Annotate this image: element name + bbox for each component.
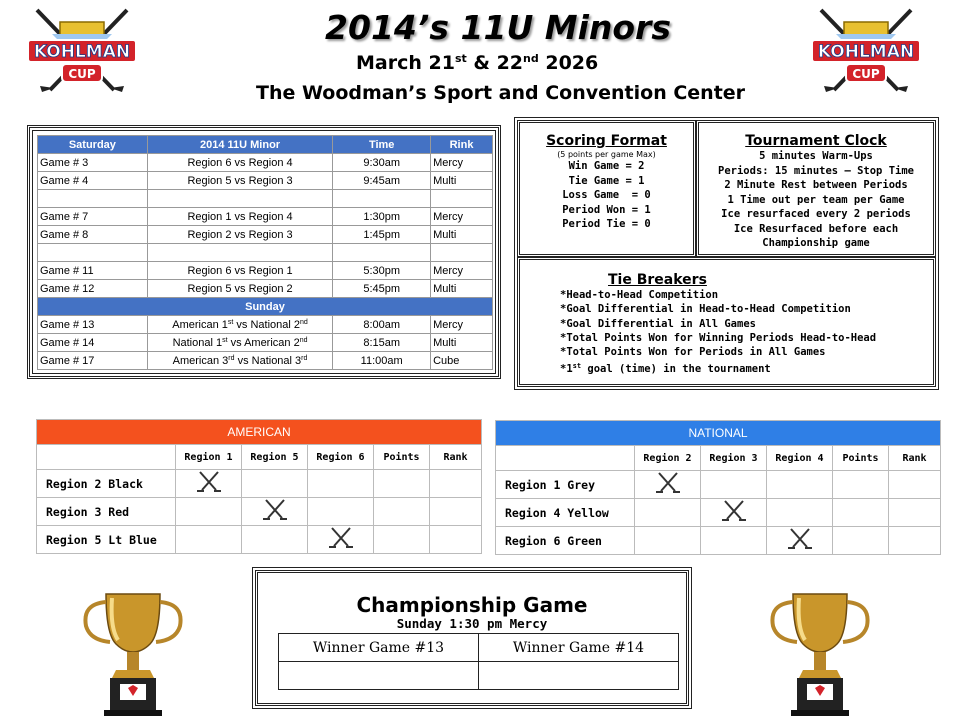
points-cell	[374, 526, 430, 554]
tie-breaker-line: *1st goal (time) in the tournament	[560, 362, 771, 376]
svg-text:KOHLMAN: KOHLMAN	[817, 42, 915, 62]
column-header: Rank	[430, 445, 482, 470]
matchup: Region 6 vs Region 1	[147, 262, 333, 280]
table-row	[38, 190, 493, 208]
scoring-subtitle: (5 points per game Max)	[557, 150, 656, 159]
matchup: American 3rd vs National 3rd	[147, 352, 333, 370]
column-header: Region 4	[767, 446, 833, 471]
column-header: Rink	[431, 136, 493, 154]
team-name: Region 5 Lt Blue	[37, 526, 176, 554]
game-time: 9:45am	[333, 172, 431, 190]
table-row	[37, 470, 482, 498]
column-header: Region 3	[701, 446, 767, 471]
crossed-sticks-icon	[176, 470, 242, 498]
scoring-format-box	[517, 120, 696, 257]
tie-breaker-line: *Total Points Won for Winning Periods Head-to-Head	[560, 331, 877, 344]
points-cell	[833, 499, 889, 527]
game-time: 11:00am	[333, 352, 431, 370]
team-name: Region 4 Yellow	[496, 499, 635, 527]
rank-cell	[430, 470, 482, 498]
points-cell	[374, 470, 430, 498]
team-name: Region 3 Red	[37, 498, 176, 526]
matchup: Region 1 vs Region 4	[147, 208, 333, 226]
rink	[431, 244, 493, 262]
game-number: Game # 11	[38, 262, 148, 280]
blank-cell	[496, 446, 635, 471]
result-cell	[242, 526, 308, 554]
national-pool-title: NATIONAL	[496, 421, 941, 446]
scoring-line: Tie Game = 1	[568, 174, 645, 187]
rank-cell	[889, 471, 941, 499]
table-row	[38, 244, 493, 262]
tie-breakers-box	[517, 257, 936, 387]
table-row	[38, 334, 493, 352]
rank-cell	[430, 498, 482, 526]
table-row	[38, 262, 493, 280]
winner-game-13: Winner Game #13	[279, 634, 479, 662]
svg-text:KOHLMAN: KOHLMAN	[33, 42, 131, 62]
result-cell	[242, 470, 308, 498]
schedule-header-row	[38, 136, 493, 154]
national-pool-table	[495, 420, 941, 555]
trophy-icon	[765, 582, 875, 717]
clock-line: Championship game	[762, 237, 870, 249]
tie-breaker-line: *Head-to-Head Competition	[560, 289, 719, 301]
table-row	[38, 154, 493, 172]
matchup: Region 6 vs Region 4	[147, 154, 333, 172]
rank-cell	[889, 499, 941, 527]
championship-table	[278, 633, 679, 690]
game-number	[38, 244, 148, 262]
team-name: Region 1 Grey	[496, 471, 635, 499]
points-cell	[374, 498, 430, 526]
schedule-table	[37, 135, 493, 370]
game-time: 5:45pm	[333, 280, 431, 298]
rink: Multi	[431, 172, 493, 190]
result-cell	[635, 499, 701, 527]
result-cell	[176, 498, 242, 526]
column-header: Points	[833, 446, 889, 471]
column-header: Region 6	[308, 445, 374, 470]
pool-header-row	[37, 445, 482, 470]
table-row	[37, 498, 482, 526]
game-number: Game # 4	[38, 172, 148, 190]
team-name: Region 2 Black	[37, 470, 176, 498]
svg-text:CUP: CUP	[852, 67, 880, 81]
game-number: Game # 12	[38, 280, 148, 298]
crossed-sticks-icon	[701, 499, 767, 527]
clock-line: Periods: 15 minutes – Stop Time	[718, 164, 914, 177]
matchup: Region 5 vs Region 2	[147, 280, 333, 298]
table-row	[38, 280, 493, 298]
scoring-line: Loss Game = 0	[562, 189, 651, 201]
column-header: 2014 11U Minor	[147, 136, 333, 154]
blank-cell	[37, 445, 176, 470]
tournament-clock-box	[696, 120, 936, 257]
trophy-icon	[78, 582, 188, 717]
winner-game-14: Winner Game #14	[479, 634, 679, 662]
championship-title: Championship Game	[356, 593, 588, 617]
scoring-line: Period Won = 1	[562, 203, 651, 216]
result-cell	[308, 498, 374, 526]
game-time: 8:15am	[333, 334, 431, 352]
game-number: Game # 7	[38, 208, 148, 226]
clock-line: Ice Resurfaced before each	[733, 222, 899, 235]
page-title: 2014’s 11U Minors	[325, 8, 671, 47]
championship-time: Sunday 1:30 pm Mercy	[396, 616, 548, 631]
matchup	[147, 244, 333, 262]
clock-line: Ice resurfaced every 2 periods	[721, 208, 911, 220]
blank-cell	[279, 662, 479, 690]
rink: Mercy	[431, 154, 493, 172]
table-row	[37, 526, 482, 554]
column-header: Time	[333, 136, 431, 154]
result-cell	[635, 527, 701, 555]
result-cell	[767, 499, 833, 527]
matchup: American 1st vs National 2nd	[147, 316, 333, 334]
game-number: Game # 17	[38, 352, 148, 370]
clock-title: Tournament Clock	[745, 133, 887, 149]
championship-box	[255, 570, 689, 706]
american-pool-title: AMERICAN	[37, 420, 482, 445]
american-pool-table	[36, 419, 482, 554]
crossed-sticks-icon	[308, 526, 374, 554]
result-cell	[767, 471, 833, 499]
game-number	[38, 190, 148, 208]
result-cell	[176, 526, 242, 554]
table-row	[38, 208, 493, 226]
schedule-box	[27, 125, 501, 379]
column-header: Rank	[889, 446, 941, 471]
game-time: 1:45pm	[333, 226, 431, 244]
game-number: Game # 13	[38, 316, 148, 334]
tie-breaker-line: *Goal Differential in All Games	[560, 317, 756, 330]
table-row	[496, 527, 941, 555]
sunday-header-row	[38, 298, 493, 316]
game-time: 5:30pm	[333, 262, 431, 280]
table-row	[38, 172, 493, 190]
tie-breakers-title: Tie Breakers	[608, 272, 707, 288]
table-row	[496, 471, 941, 499]
tie-breaker-line: *Total Points Won for Periods in All Games	[560, 346, 826, 359]
rink: Multi	[431, 226, 493, 244]
matchup: National 1st vs American 2nd	[147, 334, 333, 352]
venue-name: The Woodman’s Sport and Convention Center	[256, 82, 746, 104]
rink: Cube	[431, 352, 493, 370]
rink	[431, 190, 493, 208]
table-row	[38, 226, 493, 244]
table-row	[496, 499, 941, 527]
tournament-dates: March 21st & 22nd 2026	[356, 52, 599, 74]
tie-breaker-line: *Goal Differential in Head-to-Head Competition	[560, 303, 851, 316]
clock-line: 1 Time out per team per Game	[727, 193, 905, 206]
table-row	[38, 316, 493, 334]
team-name: Region 6 Green	[496, 527, 635, 555]
result-cell	[701, 527, 767, 555]
rank-cell	[889, 527, 941, 555]
svg-text:CUP: CUP	[68, 67, 96, 81]
clock-line: 5 minutes Warm-Ups	[759, 150, 873, 162]
rink: Multi	[431, 334, 493, 352]
points-cell	[833, 471, 889, 499]
scoring-line: Win Game = 2	[568, 160, 645, 172]
rink: Multi	[431, 280, 493, 298]
game-time: 9:30am	[333, 154, 431, 172]
matchup	[147, 190, 333, 208]
column-header: Saturday	[38, 136, 148, 154]
matchup: Region 2 vs Region 3	[147, 226, 333, 244]
blank-cell	[479, 662, 679, 690]
clock-line: 2 Minute Rest between Periods	[724, 179, 908, 191]
column-header: Points	[374, 445, 430, 470]
rink: Mercy	[431, 262, 493, 280]
rink: Mercy	[431, 208, 493, 226]
crossed-sticks-icon	[767, 527, 833, 555]
game-time	[333, 244, 431, 262]
result-cell	[701, 471, 767, 499]
sunday-label: Sunday	[38, 298, 493, 316]
game-number: Game # 8	[38, 226, 148, 244]
matchup: Region 5 vs Region 3	[147, 172, 333, 190]
pool-header-row	[496, 446, 941, 471]
rank-cell	[430, 526, 482, 554]
column-header: Region 5	[242, 445, 308, 470]
crossed-sticks-icon	[635, 471, 701, 499]
points-cell	[833, 527, 889, 555]
game-number: Game # 3	[38, 154, 148, 172]
crossed-sticks-icon	[242, 498, 308, 526]
column-header: Region 1	[176, 445, 242, 470]
scoring-title: Scoring Format	[546, 133, 667, 149]
game-time	[333, 190, 431, 208]
scoring-line: Period Tie = 0	[562, 218, 651, 230]
game-number: Game # 14	[38, 334, 148, 352]
column-header: Region 2	[635, 446, 701, 471]
table-row	[38, 352, 493, 370]
rink: Mercy	[431, 316, 493, 334]
result-cell	[308, 470, 374, 498]
game-time: 1:30pm	[333, 208, 431, 226]
game-time: 8:00am	[333, 316, 431, 334]
